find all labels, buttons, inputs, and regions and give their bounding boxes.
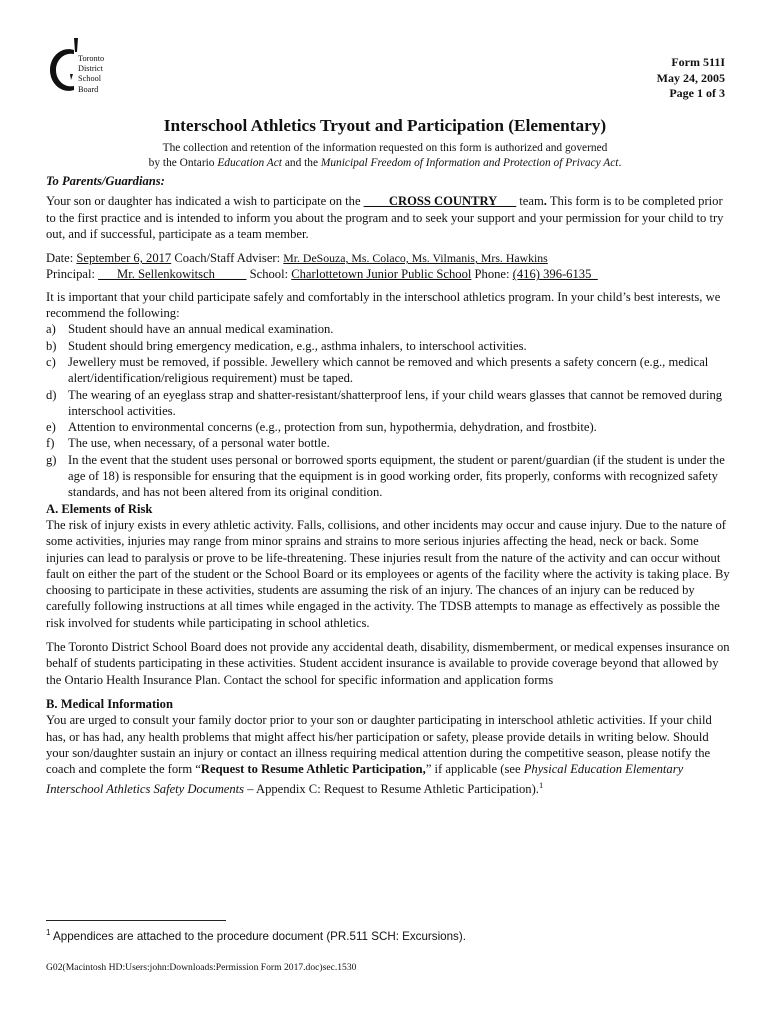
logo-wordmark: Toronto District School Board — [78, 54, 105, 94]
medical-paragraph: You are urged to consult your family doctor prior to your son or daughter participating in interschool athletic activities. If your child has, or has had, any health problems that might affect his/her participation or safety, please provide details in writing below. Should your son/daughter sustain an injury or contact an illness requiring medical attention during the competitive season, please notify the coach and complete the form “Request to Resume Athletic Participation,” if applicable (see Physical Education Elementary Interschool Athletics Safety Documents – Appendix C: Request to Resume Athletic Participation).$^1$ — [46, 713, 712, 797]
footnote: $^1$ Appendices are attached to the procedure document (PR.511 SCH: Excursions). — [46, 928, 466, 943]
principal-value: ___Mr. Sellenkowitsch_____ — [98, 267, 247, 282]
page-title: Interschool Athletics Tryout and Participation (Elementary) — [163, 116, 607, 135]
form-body — [46, 173, 730, 798]
tdsb-logo — [44, 34, 154, 98]
list-item: e) Attention to environmental concerns (e.g., protection from sun, hypothermia, dehydration, and frostbite). — [46, 420, 597, 435]
school-value: Charlottetown Junior Public School — [291, 267, 472, 282]
team-field: ____CROSS COUNTRY___ — [363, 194, 517, 209]
date-value: September 6, 2017 — [76, 251, 172, 266]
insurance-paragraph: The Toronto District School Board does not provide any accidental death, disability, dismemberment, or medical expenses insurance on behalf of students participating in these activities. Student accident insurance is available to provide coverage beyond that allowed by the Ontario Health Insurance Plan. Contact the school for specific information and application forms — [46, 640, 730, 687]
section-b-heading: B. Medical Information — [46, 696, 173, 711]
form-date: May 24, 2005 — [656, 70, 725, 85]
phone-value: (416) 396-6135_ — [512, 267, 598, 282]
collection-notice: The collection and retention of the information requested on this form is authorized and governed by the Ontario Education Act and the Municipal Freedom of Information and Protection of Privacy Act. — [148, 142, 622, 170]
greeting-heading: To Parents/Guardians: — [46, 174, 165, 188]
adviser-value: Mr. DeSouza, Ms. Colaco, Ms. Vilmanis, Mrs. Hawkins — [283, 251, 548, 266]
list-item: a) Student should have an annual medical examination. — [46, 322, 334, 337]
risk-paragraph: The risk of injury exists in every athletic activity. Falls, collisions, and other incidents may occur and cause injury. Due to the nature of some activities, injuries may range from minor sprains and strains to more serious injuries affecting the head, neck or back. Some injuries can lead to paralysis or prove to be life-threatening. These injuries result from the nature of the activity and can occur without fault on either the part of the student or the School Board or its employees or agents of the facility where the activity is taking place. By choosing to participate in these activities, students are assuming the risk of an injury. The chances of an injury can be reduced by carefully following instructions at all times while engaged in the activity. The TDSB attempts to manage as effectively as possible the risk involved for students while participating in school athletics. — [46, 517, 730, 630]
page-number: Page 1 of 3 — [669, 86, 725, 100]
form-number: Form 511I — [671, 55, 725, 69]
list-item: d) The wearing of an eyeglass strap and shatter-resistant/shatterproof lens, if your child wears glasses that cannot be removed during interschool activities. — [46, 387, 723, 418]
section-a-heading: A. Elements of Risk — [46, 501, 153, 516]
safety-intro: It is important that your child participate safely and comfortably in the interschool athletics program. In your child’s best interests, we recommend the following: — [46, 289, 721, 321]
footnote-divider — [46, 920, 226, 921]
form-header-info — [657, 55, 725, 102]
principal-line: Principal: ___Mr. Sellenkowitsch_____ School: Charlottetown Junior Public School Phone: (416) 396-6135_ — [46, 267, 598, 282]
list-item: f) The use, when necessary, of a personal water bottle. — [46, 436, 330, 451]
list-item: b) Student should bring emergency medication, e.g., asthma inhalers, to interschool activities. — [46, 338, 527, 353]
safety-list — [46, 321, 730, 500]
intro-paragraph: Your son or daughter has indicated a wish to participate on the ____CROSS COUNTRY___ team. This form is to be completed prior to the first practice and is intended to inform you about the program and to seek your support and your permission for your child to try out, and if successful, participate as a team member. — [46, 194, 724, 241]
list-item: c) Jewellery must be removed, if possible. Jewellery which cannot be removed and which presents a safety concern (e.g., medical alert/identification/religious requirement) must be taped. — [46, 354, 709, 386]
document-id: G02(Macintosh HD:Users:john:Downloads:Permission Form 2017.doc)sec.1530 — [46, 962, 357, 973]
list-item: g) In the event that the student uses personal or borrowed sports equipment, the student or parent/guardian (if the student is under the age of 18) is responsible for ensuring that the equipment is in good working order, fits properly, conforms with recognized safety standards, and has not been altered from its original condition. — [46, 452, 725, 500]
date-line: Date: September 6, 2017 Coach/Staff Adviser: Mr. DeSouza, Ms. Colaco, Ms. Vilmanis, Mrs. Hawkins — [46, 251, 548, 266]
